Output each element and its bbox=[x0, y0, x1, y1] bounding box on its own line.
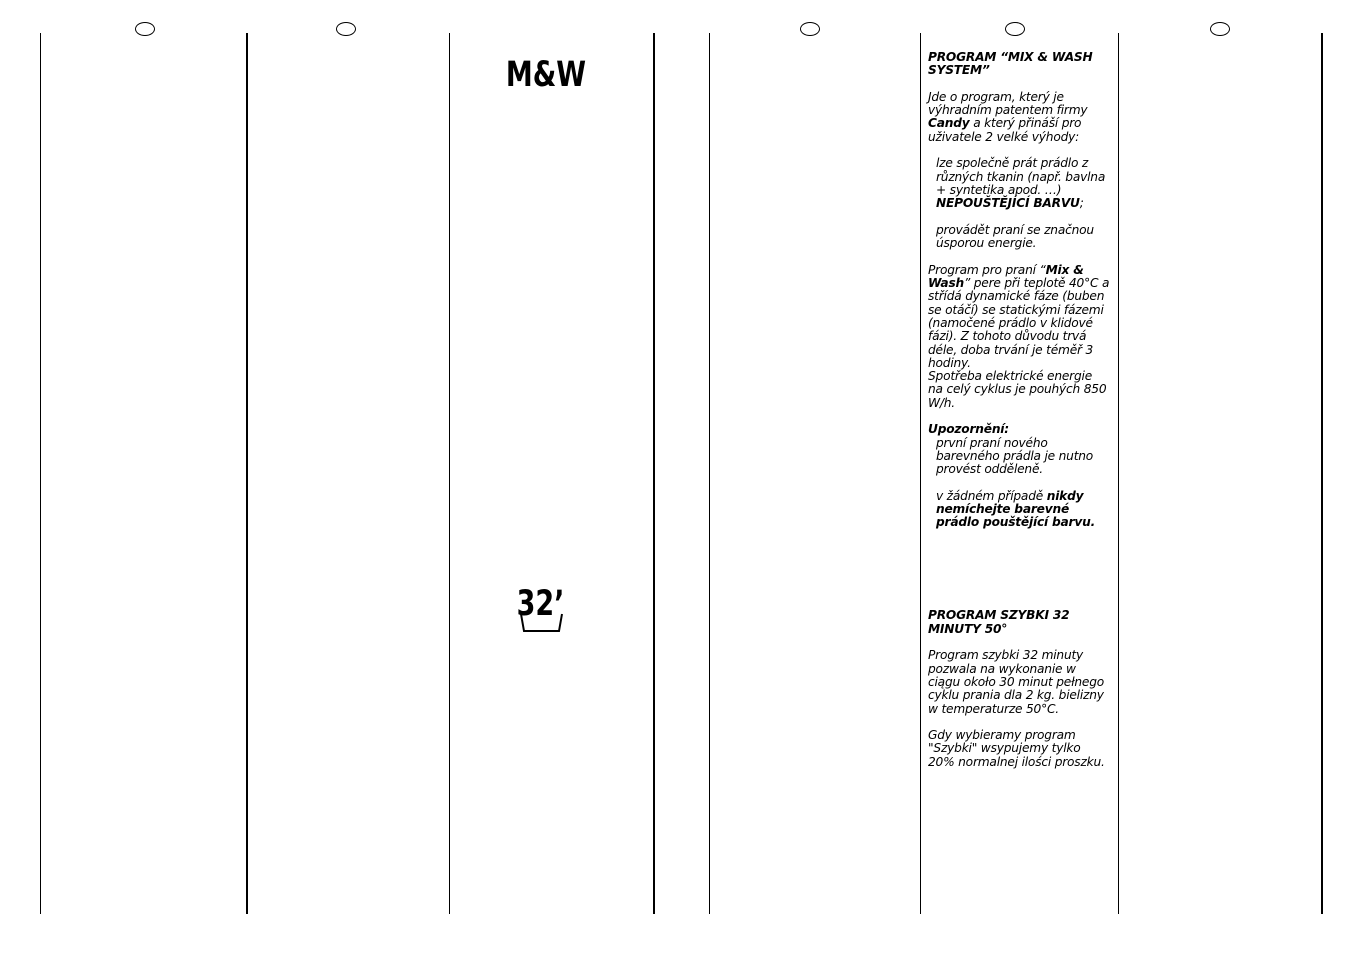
column-divider bbox=[1321, 33, 1323, 914]
language-marker-circle bbox=[1005, 22, 1025, 36]
quick-wash-heading: PROGRAM SZYBKI 32 MINUTY 50° bbox=[928, 608, 1070, 636]
quick-wash-32-icon bbox=[518, 584, 566, 634]
column-divider bbox=[709, 33, 710, 914]
mix-wash-benefit-1: lze společně prát prádlo z různých tkanin (např. bavlna + syntetika apod. …) NEPOUŠTĚJÍCÍ BARVU; bbox=[936, 156, 1106, 211]
svg-text:M&W: M&W bbox=[505, 55, 587, 96]
column-divider bbox=[653, 33, 655, 914]
column-divider bbox=[1118, 33, 1119, 914]
column-divider bbox=[40, 33, 41, 914]
brand-name: Candy bbox=[928, 116, 970, 131]
column-divider bbox=[449, 33, 450, 914]
warning-item-1: první praní nového barevného prádla je nutno provést odděleně. bbox=[936, 435, 1094, 477]
warning-item-2: v žádném případě nikdy nemíchejte barevné prádlo pouštějící barvu. bbox=[936, 488, 1096, 530]
mix-wash-benefit-2: provádět praní se značnou úsporou energie. bbox=[936, 222, 1094, 251]
mix-wash-energy: Spotřeba elektrické energie na celý cyklus je pouhých 850 W/h. bbox=[928, 369, 1107, 410]
mix-wash-intro: Jde o program, který je výhradním patentem firmy Candy a který přináší pro uživatele 2 velké výhody: bbox=[928, 89, 1088, 144]
language-marker-circle bbox=[336, 22, 356, 36]
column-divider bbox=[246, 33, 248, 914]
mix-wash-heading: PROGRAM “MIX & WASH SYSTEM” bbox=[928, 50, 1093, 78]
quick-wash-paragraph-1: Program szybki 32 minuty pozwala na wykonanie w ciągu około 30 minut pełnego cyklu prania dla 2 kg. bielizny w temperaturze 50°C. bbox=[928, 648, 1104, 716]
language-marker-circle bbox=[800, 22, 820, 36]
mix-wash-icon bbox=[505, 54, 587, 96]
quick-wash-paragraph-2: Gdy wybieramy program "Szybki" wsypujemy tylko 20% normalnej ilości proszku. bbox=[928, 728, 1105, 769]
program-description-column bbox=[928, 51, 1110, 769]
column-divider bbox=[920, 33, 921, 914]
language-marker-circle bbox=[135, 22, 155, 36]
warning-label: Upozornění: bbox=[928, 422, 1009, 437]
svg-text:32’: 32’ bbox=[516, 583, 565, 624]
language-marker-circle bbox=[1210, 22, 1230, 36]
mix-wash-description: Program pro praní “Mix & Wash” pere při teplotě 40°C a střídá dynamické fáze (buben se otáčí) se statickými fázemi (namočené prádlo v klidové fázi). Z tohoto důvodu trvá déle, doba trvání je téměř 3 hodiny. bbox=[928, 262, 1110, 370]
